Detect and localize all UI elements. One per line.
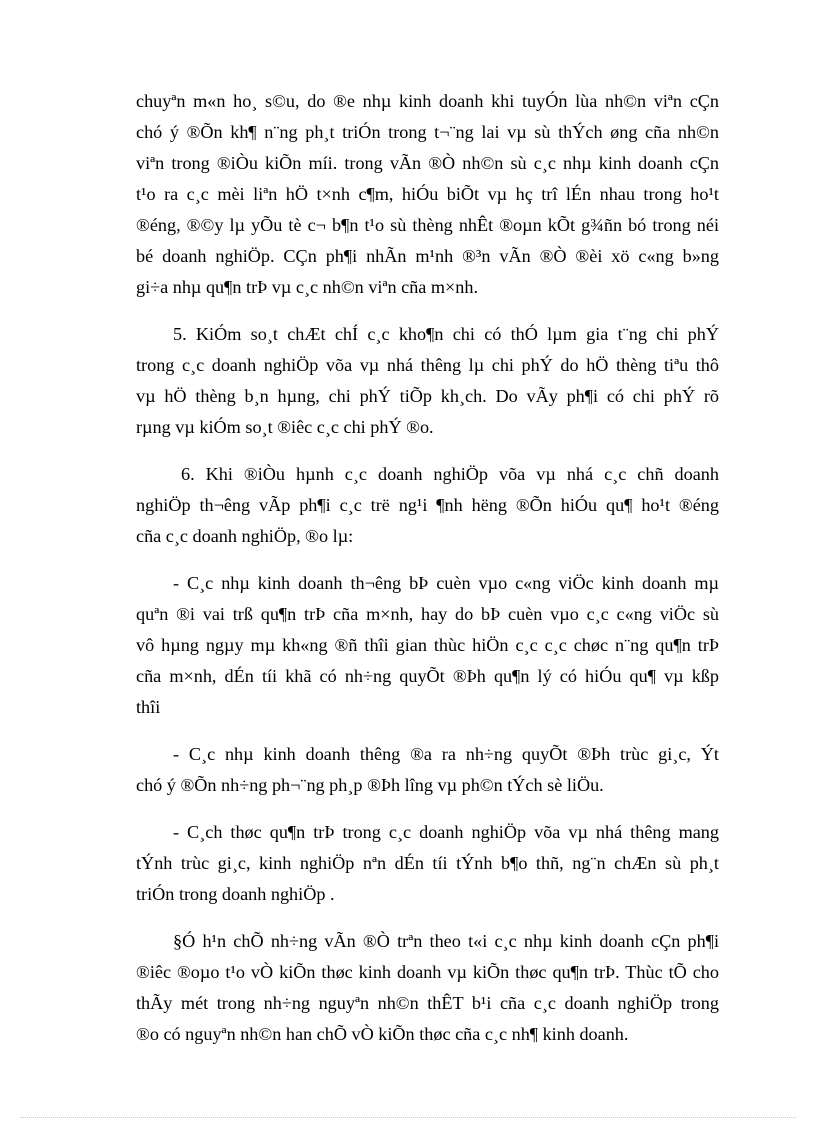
- bullet-paragraph-1: [136, 568, 719, 723]
- text-line: ®iêc ®oµo t¹o vÒ kiÕn thøc kinh doanh vµ kiÕn thøc qu¶n trÞ. Thùc tÕ cho: [136, 962, 719, 982]
- text-line: chó ý ®Õn kh¶ n¨ng ph¸t triÓn trong t¬¨ng lai vµ sù thÝch øng cña nh©n: [136, 122, 719, 142]
- text-line: triÓn trong doanh nghiÖp .: [136, 884, 335, 904]
- text-line: cña c¸c doanh nghiÖp, ®o lµ:: [136, 526, 354, 546]
- paragraph-conclusion: [136, 926, 719, 1050]
- text-line: chó ý ®Õn nh÷ng ph¬¨ng ph¸p ®Þh lîng vµ ph©n tÝch sè liÖu.: [136, 775, 604, 795]
- text-line: chuyªn m«n ho¸ s©u, do ®e nhµ kinh doanh khi tuyÓn lùa nh©n viªn cÇn: [136, 91, 719, 111]
- paragraph-5: [136, 319, 719, 443]
- text-line: - C¸ch thøc qu¶n trÞ trong c¸c doanh nghiÖp võa vµ nhá thêng mang: [173, 822, 719, 842]
- text-line: bé doanh nghiÖp. CÇn ph¶i nhÃn m¹nh ®³n vÃn ®Ò ®èi xö c«ng b»ng: [136, 246, 719, 266]
- text-line: - C¸c nhµ kinh doanh thêng ®a ra nh÷ng quyÕt ®Þh trùc gi¸c, Ýt: [173, 744, 719, 764]
- bullet-paragraph-2: [136, 739, 719, 801]
- text-line: ®éng, ®©y lµ yÕu tè c¬ b¶n t¹o sù thèng nhÊt ®oµn kÕt g¾ñn bó trong néi: [136, 215, 719, 235]
- text-line: 5. KiÓm so¸t chÆt chÍ c¸c kho¶n chi có thÓ lµm gia t¨ng chi phÝ: [173, 324, 719, 344]
- text-line: thÃy mét trong nh÷ng nguyªn nh©n thÊT b¹i cña c¸c doanh nghiÖp trong: [136, 993, 719, 1013]
- text-line: tÝnh trùc gi¸c, kinh nghiÖp nªn dÉn tíi tÝnh b¶o thñ, ng¨n chÆn sù ph¸t: [136, 853, 719, 873]
- text-line: vô hµng ngµy mµ kh«ng ®ñ thîi gian thùc hiÖn c¸c c¸c chøc n¨ng qu¶n trÞ: [136, 635, 719, 655]
- document-body: [136, 86, 719, 1050]
- text-line: 6. Khi ®iÒu hµnh c¸c doanh nghiÖp võa vµ nhá c¸c chñ doanh: [181, 464, 719, 484]
- text-line: vµ hÖ thèng b¸n hµng, chi phÝ tiÕp kh¸ch. Do vÃy ph¶i có chi phÝ rõ: [136, 386, 719, 406]
- text-line: t¹o ra c¸c mèi liªn hÖ t×nh c¶m, hiÓu biÕt vµ hç trî lÉn nhau trong ho¹t: [136, 184, 719, 204]
- text-line: quªn ®i vai trß qu¶n trÞ cña m×nh, hay do bÞ cuèn vµo c¸c c«ng viÖc sù: [136, 604, 719, 624]
- text-line: thîi: [136, 697, 161, 717]
- text-line: rµng vµ kiÓm so¸t ®iêc c¸c chi phÝ ®o.: [136, 417, 434, 437]
- text-line: §Ó h¹n chÕ nh÷ng vÃn ®Ò trªn theo t«i c¸c nhµ kinh doanh cÇn ph¶i: [173, 931, 719, 951]
- paragraph-1: [136, 86, 719, 303]
- page-bottom-border: [20, 1117, 796, 1118]
- text-line: - C¸c nhµ kinh doanh th¬êng bÞ cuèn vµo c«ng viÖc kinh doanh mµ: [173, 573, 719, 593]
- paragraph-6: [136, 459, 719, 552]
- text-line: viªn trong ®iÒu kiÕn míi. trong vÃn ®Ò nh©n sù c¸c nhµ kinh doanh cÇn: [136, 153, 719, 173]
- text-line: trong c¸c doanh nghiÖp võa vµ nhá thêng lµ chi phÝ do hÖ thèng tiªu thô: [136, 355, 719, 375]
- text-line: ®o có nguyªn nh©n han chÕ vÒ kiÕn thøc cña c¸c nh¶ kinh doanh.: [136, 1024, 629, 1044]
- text-line: gi÷a nhµ qu¶n trÞ vµ c¸c nh©n viªn cña m×nh.: [136, 277, 479, 297]
- text-line: nghiÖp th¬êng vÃp ph¶i c¸c trë ng¹i ¶nh hëng ®Õn hiÓu qu¶ ho¹t ®éng: [136, 495, 719, 515]
- text-line: cña m×nh, dÉn tíi khã có nh÷ng quyÕt ®Þh qu¶n lý có hiÓu qu¶ vµ kßp: [136, 666, 719, 686]
- bullet-paragraph-3: [136, 817, 719, 910]
